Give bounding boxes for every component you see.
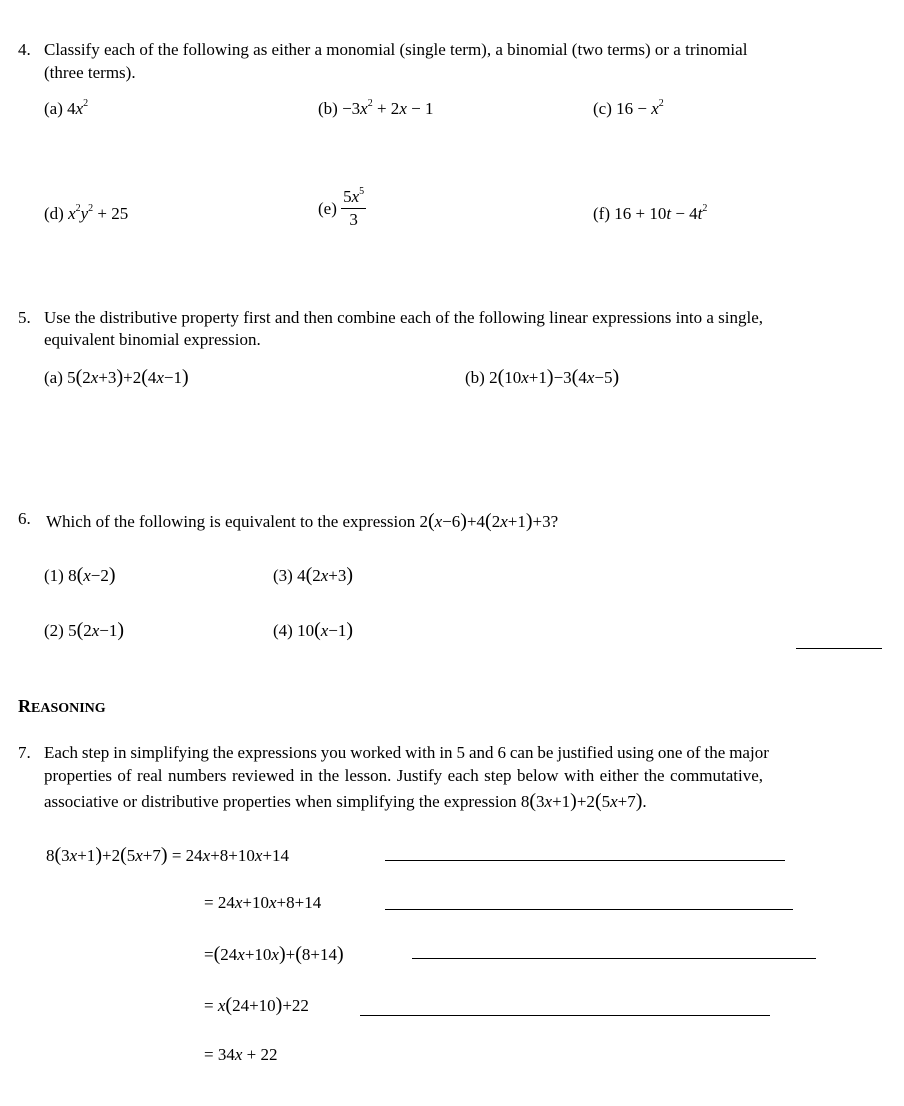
q4-prompt-line1: Classify each of the following as either a monomial (single term), a binomial (two terms) or a trinomial [44, 40, 748, 59]
q5-prompt-line2: equivalent binomial expression. [44, 330, 261, 349]
q6-number: 6. [18, 509, 31, 528]
q7-number: 7. [18, 743, 31, 762]
fraction-5x5-over-3: $\frac{5x^5}{3}$ [343, 186, 365, 230]
q6-prompt: Which of the following is equivalent to the expression 2(x−6)+4(2x+1)+3? [46, 510, 559, 532]
q4-number: 4. [18, 40, 31, 59]
q7-step-5: = 34x + 22 [204, 1045, 278, 1064]
q5-part-b: (b) 2(10x+1)−3(4x−5) [465, 366, 620, 388]
q7-line1: Each step in simplifying the expressions you worked with in 5 and 6 can be justified using one of the major [44, 743, 769, 762]
q5-prompt-line1: Use the distributive property first and then combine each of the following linear expressions into a single, [44, 308, 764, 327]
reasoning-heading: REASONING [18, 696, 106, 716]
q4-part-d: (d) $x^2y^2 + 25$ [44, 203, 129, 223]
q4-part-c: (c) $16 - x^2$ [593, 98, 664, 118]
q7-step-1: 8(3x+1)+2(5x+7) = 24x+8+10x+14 [46, 844, 290, 866]
q6-answer-line[interactable] [796, 648, 882, 649]
q7-line2: properties of real numbers reviewed in the lesson. Justify each step below with either the commutative, [44, 766, 764, 785]
q7-line3: associative or distributive properties when simplifying the expression 8(3x+1)+2(5x+7). [44, 790, 647, 812]
q5-number: 5. [18, 308, 31, 327]
q4-part-b: $(b) -3x^2 + 2x - 1$ [318, 98, 434, 118]
q7-step-2: = 24x+10x+8+14 [204, 893, 322, 912]
q7-step-4: = x(24+10)+22 [204, 994, 309, 1016]
q6-choice-2: (2) 5(2x−1) [44, 619, 125, 641]
q6-choice-4: (4) 10(x−1) [273, 619, 354, 641]
q6-choice-1: (1) 8(x−2) [44, 564, 116, 586]
q4-prompt-line2: (three terms). [44, 63, 136, 82]
q6-choice-3: (3) 4(2x+3) [273, 564, 354, 586]
q7-step-1-justification-line[interactable] [385, 860, 785, 861]
q7-step-3-justification-line[interactable] [412, 958, 816, 959]
q7-step-2-justification-line[interactable] [385, 909, 793, 910]
q7-step-3: =(24x+10x)+(8+14) [204, 943, 344, 965]
q4-part-a: (a) $4x^2$ [44, 98, 89, 118]
q4-part-e: (e) $\frac{5x^5}{3}$ [318, 186, 365, 230]
q7-step-4-justification-line[interactable] [360, 1015, 770, 1016]
q5-part-a: (a) 5(2x+3)+2(4x−1) [44, 366, 189, 388]
q4-part-f: (f) $16 + 10t - 4t^2$ [593, 203, 708, 223]
